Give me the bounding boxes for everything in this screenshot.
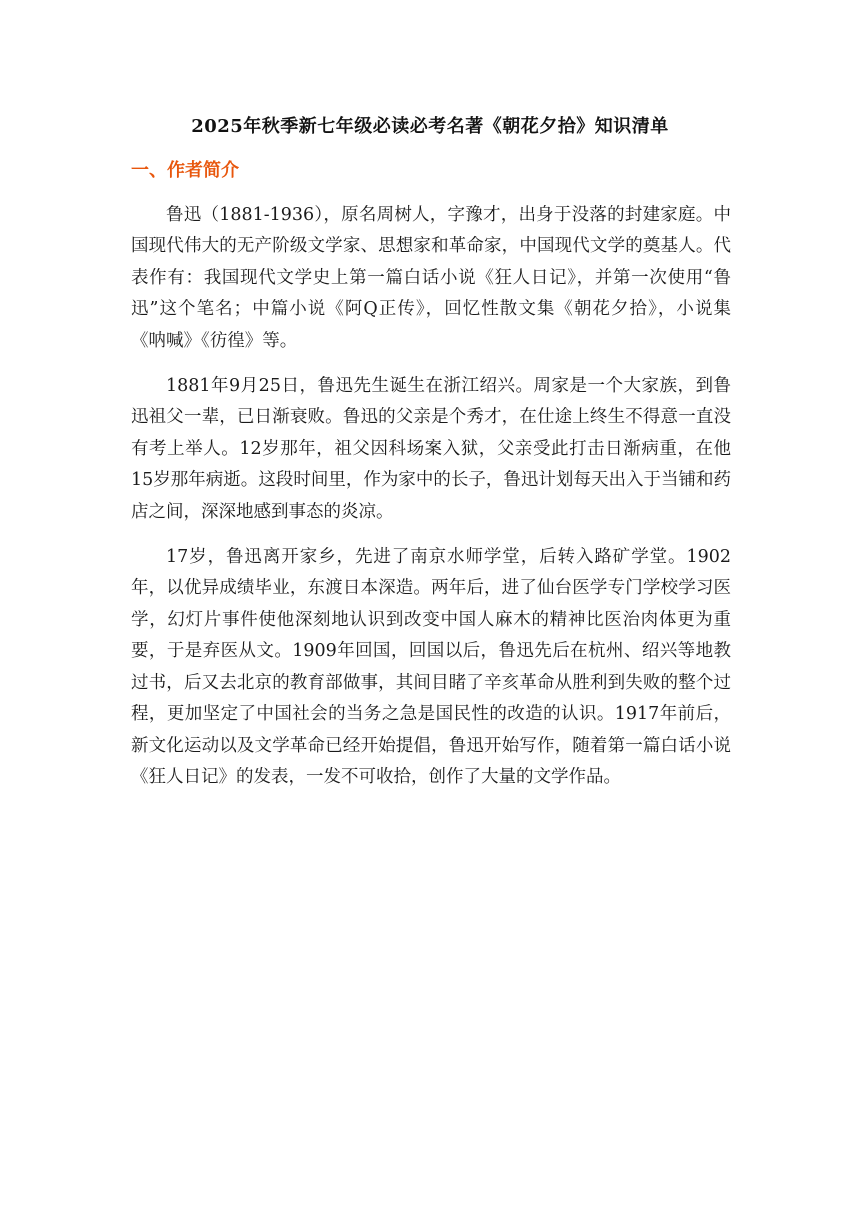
section-heading-author-intro: 一、作者简介 — [131, 160, 239, 181]
document-body — [131, 200, 731, 807]
document-title: 2025年秋季新七年级必读必考名著《朝花夕拾》知识清单 — [191, 116, 669, 137]
paragraph-author-overview: 鲁迅（1881-1936），原名周树人，字豫才，出身于没落的封建家庭。中国现代伟大的无产阶级文学家、思想家和革命家，中国现代文学的奠基人。代表作有：我国现代文学史上第一篇白话小说《狂人日记》，并第一次使用“鲁迅”这个笔名；中篇小说《阿Q正传》，回忆性散文集《朝花夕拾》，小说集《呐喊》《彷徨》等。 — [131, 205, 731, 351]
paragraph-early-life: 1881年9月25日，鲁迅先生诞生在浙江绍兴。周家是一个大家族，到鲁迅祖父一辈，已日渐衰败。鲁迅的父亲是个秀才，在仕途上终生不得意一直没有考上举人。12岁那年，祖父因科场案入狱，父亲受此打击日渐病重，在他15岁那年病逝。这段时间里，作为家中的长子，鲁迅计划每天出入于当铺和药店之间，深深地感到事态的炎凉。 — [131, 376, 731, 522]
paragraph-education-career: 17岁，鲁迅离开家乡，先进了南京水师学堂，后转入路矿学堂。1902年，以优异成绩毕业，东渡日本深造。两年后，进了仙台医学专门学校学习医学，幻灯片事件使他深刻地认识到改变中国人麻木的精神比医治肉体更为重要，于是弃医从文。1909年回国，回国以后，鲁迅先后在杭州、绍兴等地教过书，后又去北京的教育部做事，其间目睹了辛亥革命从胜利到失败的整个过程，更加坚定了中国社会的当务之急是国民性的改造的认识。1917年前后，新文化运动以及文学革命已经开始提倡，鲁迅开始写作，随着第一篇白话小说《狂人日记》的发表，一发不可收拾，创作了大量的文学作品。 — [131, 547, 731, 787]
